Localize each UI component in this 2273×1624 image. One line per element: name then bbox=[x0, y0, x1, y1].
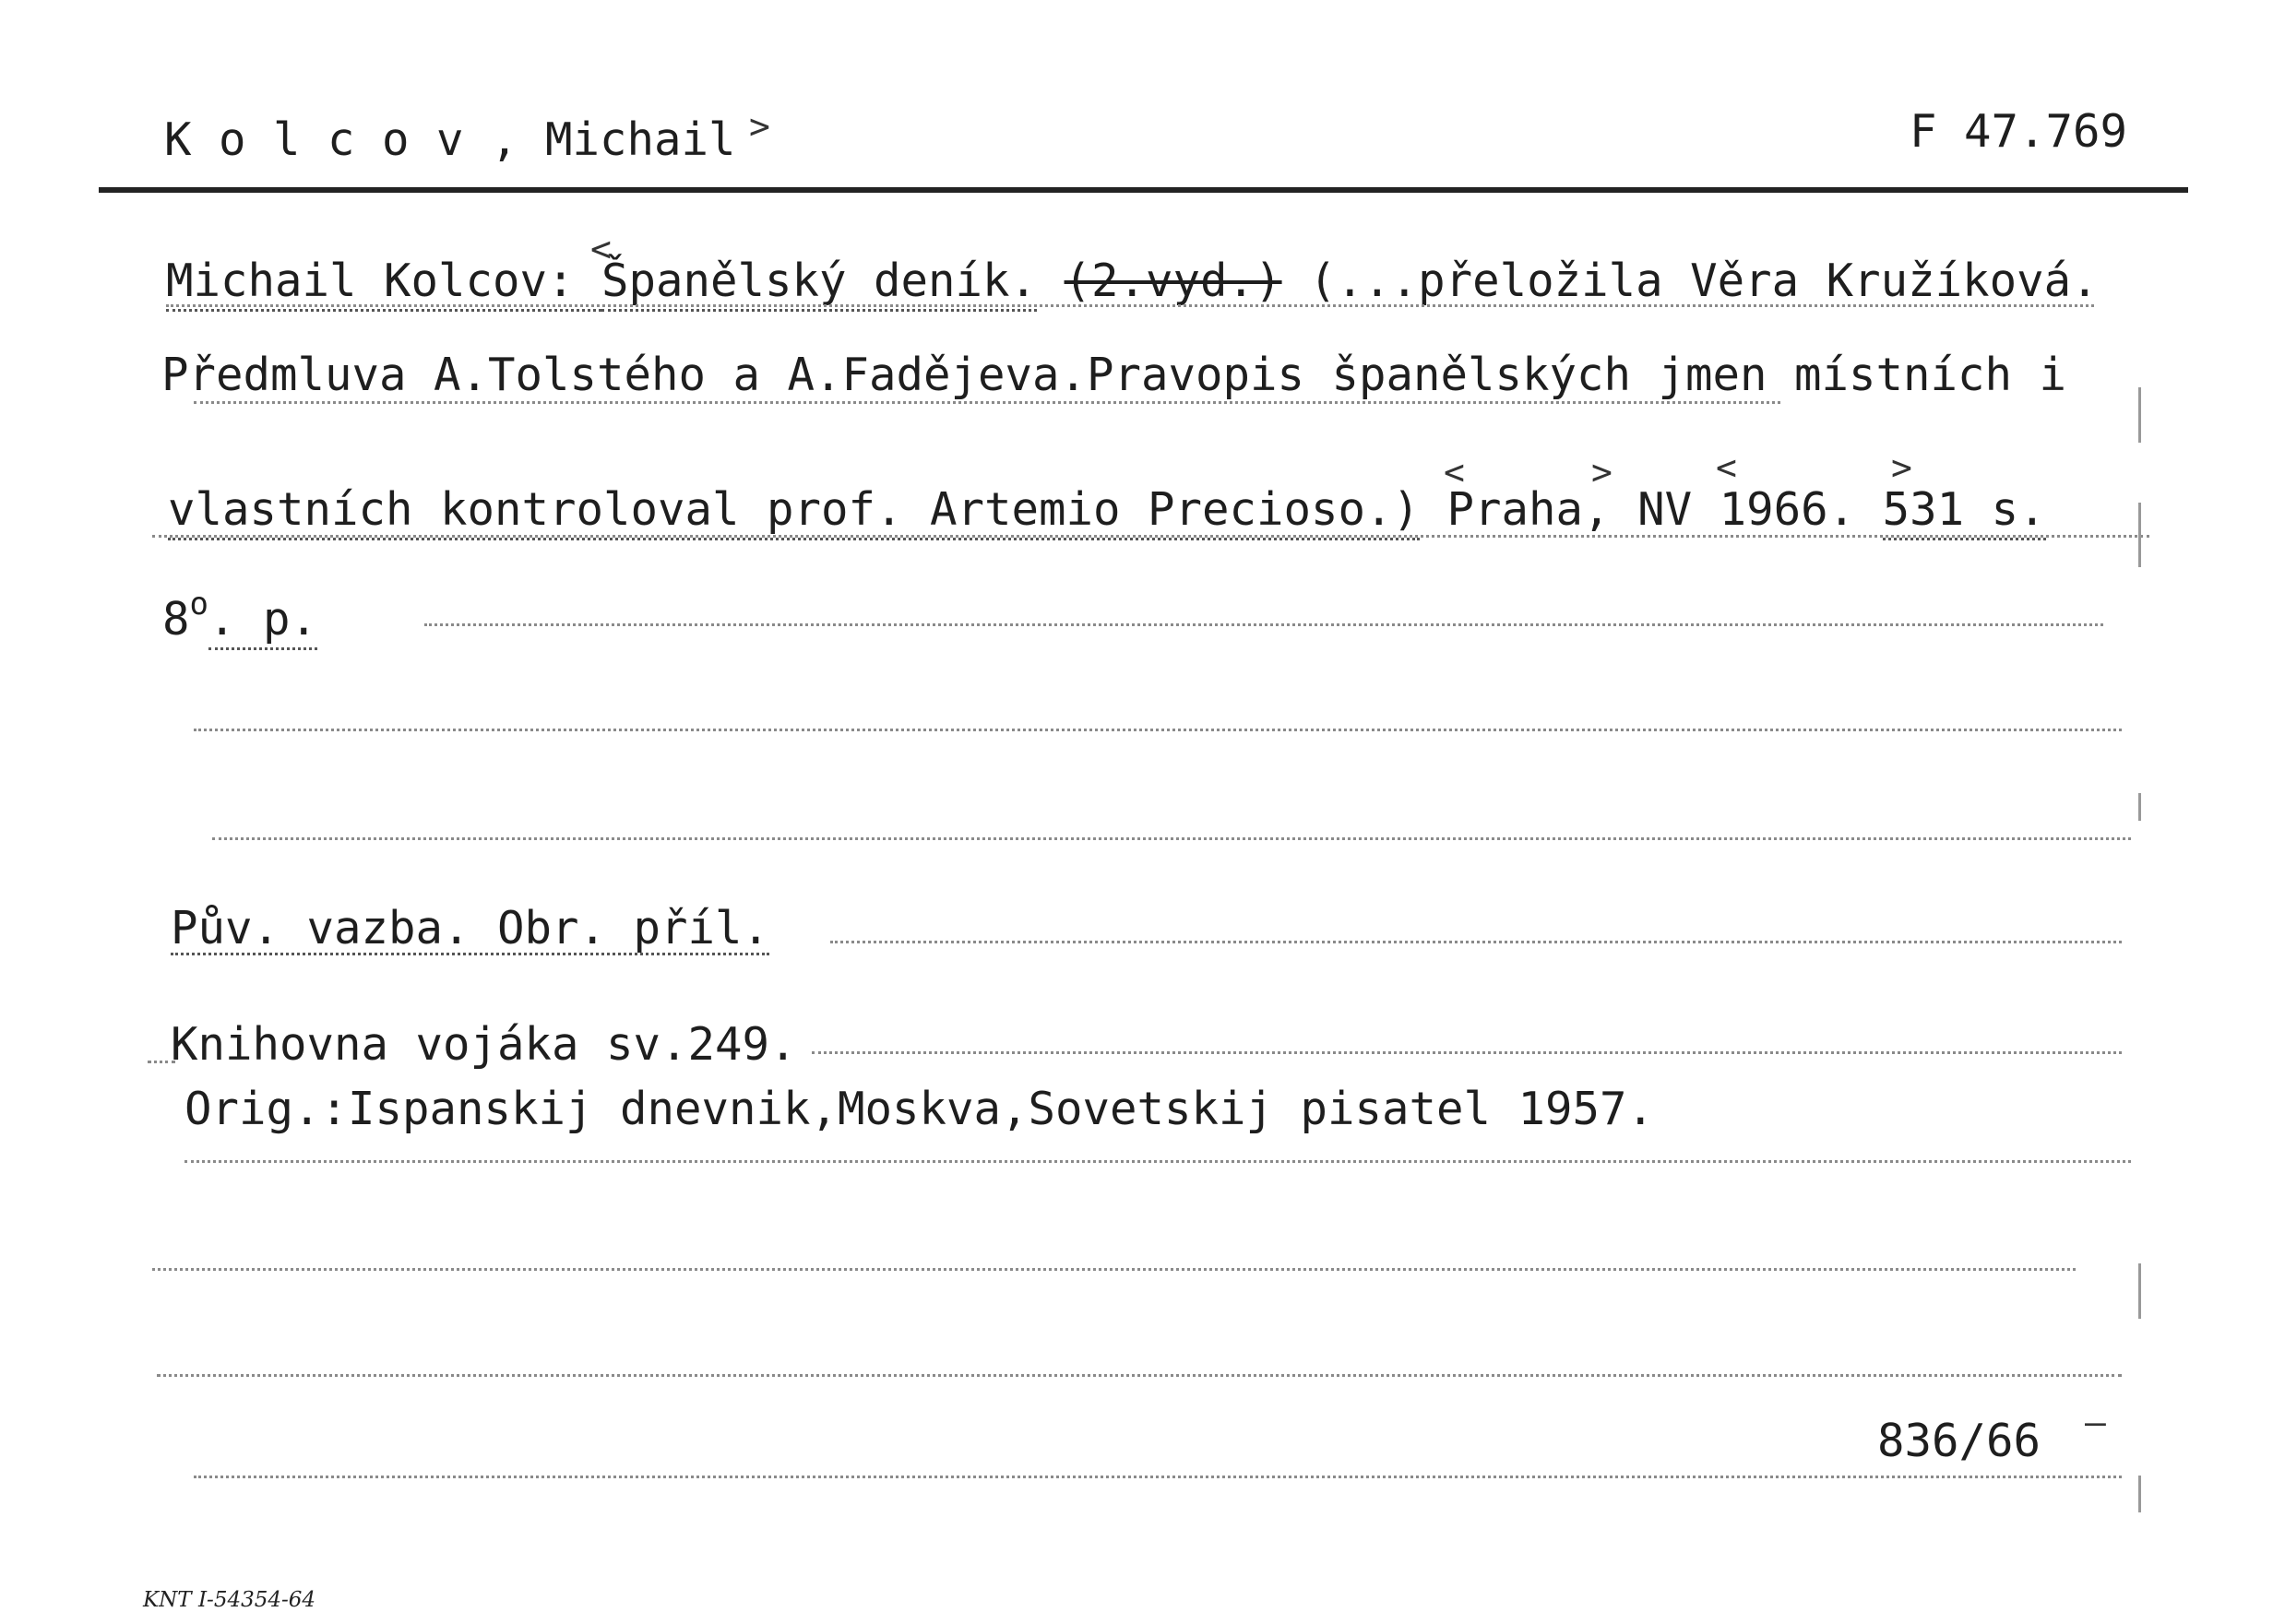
dotted-line bbox=[194, 401, 1780, 404]
entry-line-4 bbox=[162, 586, 318, 646]
bracket-mark: < bbox=[1716, 447, 1737, 488]
bracket-mark: > bbox=[749, 106, 770, 147]
entry-author: Michail Kolcov: bbox=[166, 255, 601, 312]
dotted-line bbox=[157, 1374, 2122, 1377]
dotted-line bbox=[194, 1476, 2122, 1478]
struck-edition: (2.vyd.) bbox=[1064, 255, 1282, 307]
original-title-note: Orig.:Ispanskij dnevnik,Moskva,Sovetskij pisatel 1957. bbox=[184, 1083, 1655, 1135]
dotted-line bbox=[830, 941, 2122, 943]
entry-title: Španělský deník. bbox=[601, 255, 1037, 312]
dotted-line bbox=[152, 1268, 2076, 1271]
card-print-code: KNT I-54354-64 bbox=[143, 1588, 316, 1612]
binding-note: Pův. vazba. Obr. příl. bbox=[171, 902, 770, 954]
edge-tick bbox=[2138, 793, 2141, 821]
header-rule bbox=[99, 187, 2188, 193]
publisher: NV bbox=[1637, 483, 1693, 536]
bracket-mark: < bbox=[590, 229, 612, 269]
dotted-line bbox=[194, 729, 2122, 731]
editor-note: vlastních kontroloval prof. Artemio Precioso.) bbox=[168, 483, 1420, 540]
shelfmark: F 47.769 bbox=[1910, 105, 2128, 158]
dotted-line bbox=[148, 1061, 175, 1063]
format-degree: o bbox=[189, 586, 208, 622]
series-note: Knihovna vojáka sv.249. bbox=[171, 1018, 797, 1071]
dash-mark: — bbox=[2085, 1402, 2106, 1442]
bracket-mark: > bbox=[1891, 447, 1912, 488]
edge-tick bbox=[2138, 503, 2141, 567]
entry-line-1 bbox=[166, 255, 2099, 307]
pages: 531 s. bbox=[1883, 483, 2046, 540]
author-heading: K o l c o v , Michail bbox=[164, 113, 736, 166]
bracket-mark: > bbox=[1591, 452, 1613, 492]
place: Praha, bbox=[1446, 483, 1611, 536]
dotted-line bbox=[212, 837, 2131, 840]
edge-tick bbox=[2138, 1476, 2141, 1512]
entry-line-3 bbox=[168, 483, 2046, 536]
translator-note: (...přeložila Věra Kružíková. bbox=[1309, 255, 2099, 307]
entry-line-2: Předmluva A.Tolstého a A.Fadějeva.Pravopis španělských jmen místních i bbox=[161, 349, 2067, 401]
edge-tick bbox=[2138, 1263, 2141, 1319]
dotted-line bbox=[812, 1051, 2122, 1054]
edge-tick bbox=[2138, 387, 2141, 443]
dotted-line bbox=[152, 535, 2149, 538]
format: 8 bbox=[162, 593, 190, 646]
dotted-line bbox=[424, 623, 2103, 626]
year: 1966. bbox=[1719, 483, 1856, 536]
accession-number: 836/66 bbox=[1877, 1415, 2041, 1467]
bracket-mark: < bbox=[1444, 452, 1465, 492]
format-rest: . p. bbox=[208, 593, 317, 650]
dotted-line bbox=[166, 304, 2094, 307]
dotted-line bbox=[184, 1160, 2131, 1163]
